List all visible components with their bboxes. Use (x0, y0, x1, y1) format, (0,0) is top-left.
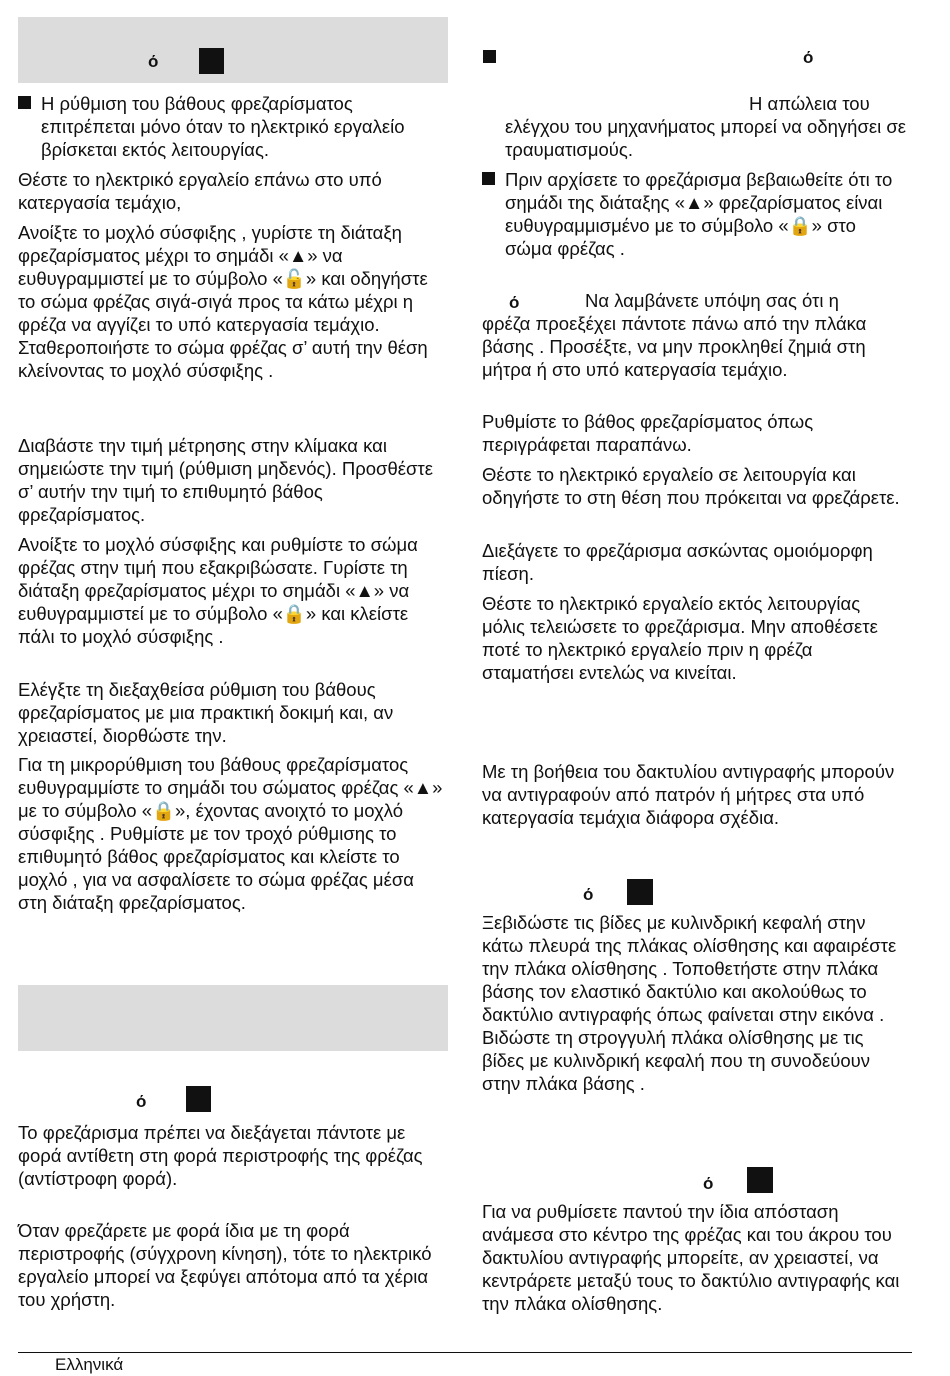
bullet-square-icon (18, 96, 31, 109)
heading-symbol: ό (803, 48, 814, 67)
footer-language: Ελληνικά (55, 1355, 124, 1374)
bullet-text: Πριν αρχίσετε το φρεζάρισμα βεβαιωθείτε ότι το σημάδι της διάταξης «▲» φρεζαρίσματος είναι ευθυγραμμισμένο με το σύμβολο «🔒» στο σώμα φρέζας . (505, 169, 893, 259)
paragraph: Θέστε το ηλεκτρικό εργαλείο σε λειτουργία και οδηγήστε το στη θέση που πρόκειται να φρεζάρετε. (482, 464, 900, 508)
subheading-square-icon (747, 1167, 773, 1193)
paragraph: Για να ρυθμίσετε παντού την ίδια απόσταση ανάμεσα στο κέντρο της φρέζας και του άκρου του δακτυλίου αντιγραφής μπορείτε, αν χρειαστεί, να κεντράρετε μεταξύ τους το δακτύλιο αντιγραφής και την πλάκα ολίσθησης. (482, 1201, 900, 1314)
heading-square-icon (199, 48, 224, 74)
footer-divider (18, 1352, 912, 1353)
note-text: Να λαμβάνετε υπόψη σας ότι η (585, 290, 839, 311)
note-symbol: ό (509, 293, 520, 312)
subheading-square-icon (627, 879, 653, 905)
paragraph: Θέστε το ηλεκτρικό εργαλείο επάνω στο υπό κατεργασία τεμάχιο, (18, 169, 382, 213)
paragraph: Το φρεζάρισμα πρέπει να διεξάγεται πάντοτε με φορά αντίθετη στη φορά περιστροφής της φρέζας (αντίστροφη φορά). (18, 1122, 423, 1189)
heading-square-icon (483, 50, 496, 63)
paragraph: ελέγχου του μηχανήματος μπορεί να οδηγήσει σε τραυματισμούς. (505, 116, 907, 160)
subheading-square-icon (186, 1086, 211, 1112)
paragraph: Όταν φρεζάρετε με φορά ίδια με τη φορά περιστροφής (σύγχρονη κίνηση), τότε το ηλεκτρικό εργαλείο μπορεί να ξεφύγει απότομα από τα χέρια του χρήστη. (18, 1220, 432, 1310)
paragraph: Ανοίξτε το μοχλό σύσφιξης και ρυθμίστε το σώμα φρέζας στην τιμή που εξακριβώσατε. Γυρίστε τη διάταξη φρεζαρίσματος μέχρι το σημάδι «▲» να ευθυγραμμιστεί με το σύμβολο «🔒» και κλείστε πάλι το μοχλό σύσφιξης . (18, 534, 418, 647)
paragraph: Για τη μικρορύθμιση του βάθους φρεζαρίσματος ευθυγραμμίστε το σημάδι του σώματος φρέζας «▲» με το σύμβολο «🔒», έχοντας ανοιχτό το μοχλό σύσφιξης . Ρυθμίστε με τον τροχό ρύθμισης το επιθυμητό βάθος φρεζαρίσματος και κλείστε το μοχλό , για να ασφαλίσετε το σώμα φρέζας μέσα στη διάταξη φρεζαρίσματος. (18, 754, 443, 913)
paragraph: Με τη βοήθεια του δακτυλίου αντιγραφής μπορούν να αντιγραφούν από πατρόν ή μήτρες στα υπό κατεργασία τεμάχια διάφορα σχέδια. (482, 761, 895, 828)
bullet-paragraph (18, 92, 450, 161)
heading-symbol: ό (148, 52, 159, 71)
subheading-symbol: ό (703, 1174, 714, 1193)
paragraph-tail: Η απώλεια του (749, 93, 870, 114)
bullet-square-icon (482, 172, 495, 185)
subheading-symbol: ό (583, 885, 594, 904)
paragraph: Ανοίξτε το μοχλό σύσφιξης , γυρίστε τη διάταξη φρεζαρίσματος μέχρι το σημάδι «▲» να ευθυγραμμιστεί με το σύμβολο «🔓» και οδηγήστε το σώμα φρέζας σιγά-σιγά προς τα κάτω μέχρι η φρέζα να αγγίζει το υπό κατεργασία τεμάχιο. Σταθεροποιήστε το σώμα φρέζας σ’ αυτή την θέση κλείνοντας το μοχλό σύσφιξης . (18, 222, 428, 381)
paragraph: Ελέγξτε τη διεξαχθείσα ρύθμιση του βάθους φρεζαρίσματος με μια πρακτική δοκιμή και, αν χρειαστεί, διορθώστε την. (18, 679, 394, 746)
paragraph: Διαβάστε την τιμή μέτρησης στην κλίμακα και σημειώστε την τιμή (ρύθμιση μηδενός). Προσθέστε σ’ αυτήν την τιμή το επιθυμητό βάθος φρεζαρίσματος. (18, 435, 433, 525)
section-heading-box (18, 17, 448, 83)
bullet-text: Η ρύθμιση του βάθους φρεζαρίσματος επιτρέπεται μόνο όταν το ηλεκτρικό εργαλείο βρίσκεται εκτός λειτουργίας. (41, 93, 405, 160)
paragraph: Θέστε το ηλεκτρικό εργαλείο εκτός λειτουργίας μόλις τελειώσετε το φρεζάρισμα. Μην αποθέσετε ποτέ το ηλεκτρικό εργαλείο πριν η φρέζα σταματήσει εντελώς να κινείται. (482, 593, 878, 683)
paragraph: φρέζα προεξέχει πάντοτε πάνω από την πλάκα βάσης . Προσέξτε, να μην προκληθεί ζημιά στη μήτρα ή στο υπό κατεργασία τεμάχιο. (482, 313, 867, 380)
subheading-symbol: ό (136, 1092, 147, 1111)
section-heading-box (18, 985, 448, 1051)
paragraph: Ρυθμίστε το βάθος φρεζαρίσματος όπως περιγράφεται παραπάνω. (482, 411, 814, 455)
paragraph: Διεξάγετε το φρεζάρισμα ασκώντας ομοιόμορφη πίεση. (482, 540, 873, 584)
bullet-paragraph (482, 168, 905, 260)
paragraph: Ξεβιδώστε τις βίδες με κυλινδρική κεφαλή στην κάτω πλευρά της πλάκας ολίσθησης και αφαιρέστε την πλάκα ολίσθησης . Τοποθετήστε στην πλάκα βάσης τον ελαστικό δακτύλιο και ακολούθως το δακτύλιο αντιγραφής όπως φαίνεται στην εικόνα . Βιδώστε τη στρογγυλή πλάκα ολίσθησης με τις βίδες με κυλινδρική κεφαλή που τη συνοδεύουν στην πλάκα βάσης . (482, 912, 897, 1094)
